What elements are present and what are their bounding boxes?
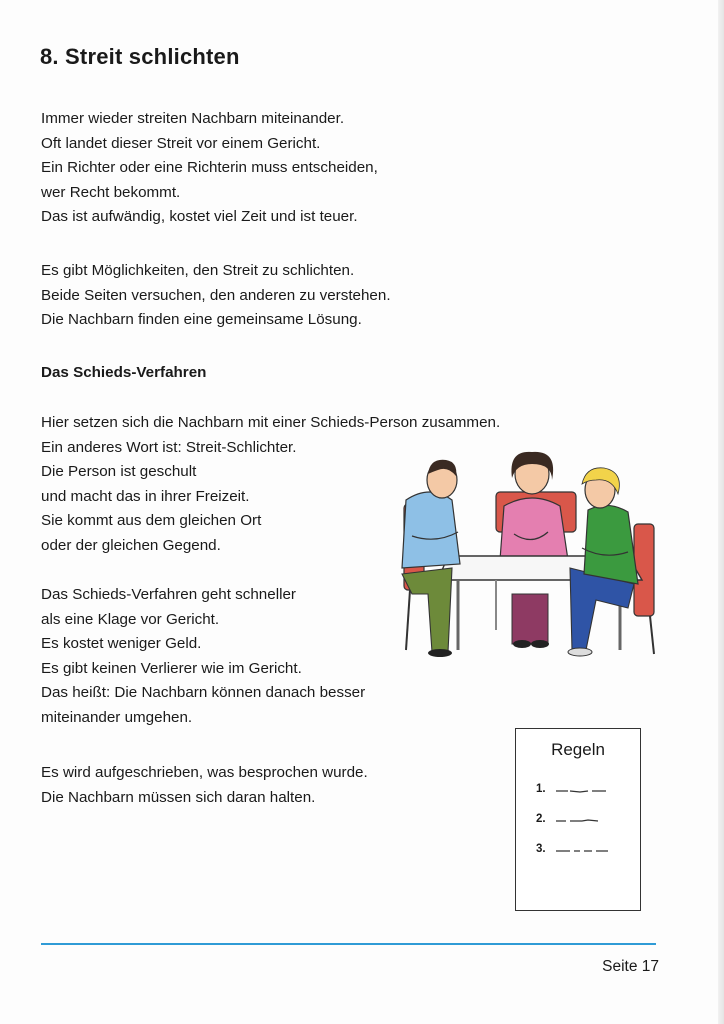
rule-number: 3. <box>536 843 546 855</box>
intro-line: wer Recht bekommt. <box>41 183 181 201</box>
rule-item <box>536 783 546 795</box>
procedure-line: Hier setzen sich die Nachbarn mit einer Schieds-Person zusammen. <box>41 414 501 431</box>
intro-line: Oft landet dieser Streit vor einem Gericht. <box>41 134 321 152</box>
intro-line: Das ist aufwändig, kostet viel Zeit und ist teuer. <box>41 208 358 226</box>
benefits-line: Das heißt: Die Nachbarn können danach besser <box>41 684 366 702</box>
procedure-line: Sie kommt aus dem gleichen Ort <box>41 512 262 530</box>
possibilities-line: Beide Seiten versuchen, den anderen zu verstehen. <box>41 286 391 304</box>
mediation-meeting-illustration <box>392 444 658 658</box>
scribble-line-icon <box>554 817 610 825</box>
section-heading: Das Schieds-Verfahren <box>41 364 207 381</box>
benefits-line: als eine Klage vor Gericht. <box>41 610 220 628</box>
record-line: Die Nachbarn müssen sich daran halten. <box>41 788 316 806</box>
page-edge <box>718 0 724 1024</box>
benefits-line: Es gibt keinen Verlierer wie im Gericht. <box>41 659 302 677</box>
possibilities-line: Die Nachbarn finden eine gemeinsame Lösung. <box>41 311 362 329</box>
rule-number: 2. <box>536 813 546 825</box>
possibilities-line: Es gibt Möglichkeiten, den Streit zu schlichten. <box>41 262 355 279</box>
scribble-line-icon <box>554 787 610 795</box>
benefits-paragraph <box>41 583 365 731</box>
rules-sheet <box>515 728 641 911</box>
procedure-line: Ein anderes Wort ist: Streit-Schlichter. <box>41 438 297 456</box>
chair-icon <box>634 524 654 654</box>
benefits-line: Das Schieds-Verfahren geht schneller <box>41 586 296 603</box>
intro-line: Immer wieder streiten Nachbarn miteinander. <box>41 110 345 127</box>
rule-number: 1. <box>536 783 546 795</box>
procedure-line: und macht das in ihrer Freizeit. <box>41 487 250 505</box>
scribble-line-icon <box>554 847 610 855</box>
neighbor-person-icon <box>402 460 460 657</box>
benefits-line: Es kostet weniger Geld. <box>41 635 202 653</box>
rule-item <box>536 813 546 825</box>
possibilities-paragraph <box>41 259 391 333</box>
benefits-line: miteinander umgehen. <box>41 708 193 726</box>
intro-line: Ein Richter oder eine Richterin muss entscheiden, <box>41 159 378 177</box>
footer-divider <box>41 943 656 945</box>
mediator-person-icon <box>500 452 568 648</box>
rule-item <box>536 843 546 855</box>
record-paragraph <box>41 761 368 810</box>
procedure-line: Die Person ist geschult <box>41 463 197 481</box>
procedure-line: oder der gleichen Gegend. <box>41 536 221 554</box>
page-title: 8. Streit schlichten <box>40 44 240 69</box>
page-number: Seite 17 <box>602 958 659 975</box>
record-line: Es wird aufgeschrieben, was besprochen wurde. <box>41 764 368 781</box>
rules-sheet-title: Regeln <box>551 740 605 759</box>
intro-paragraph <box>41 107 378 230</box>
